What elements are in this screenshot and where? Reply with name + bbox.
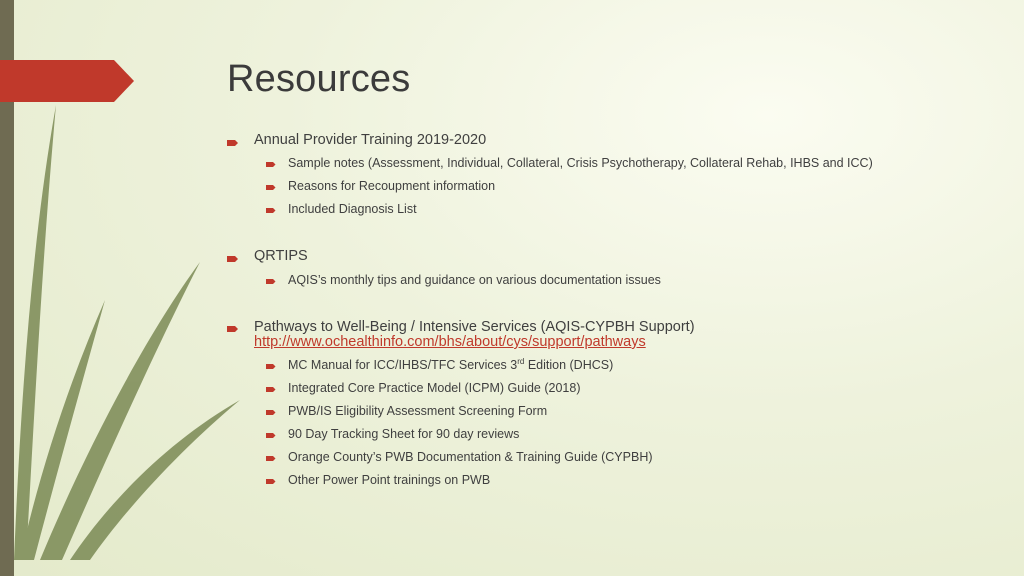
list-item bbox=[288, 358, 613, 372]
list-item: Integrated Core Practice Model (ICPM) Guide (2018) bbox=[288, 381, 581, 395]
pathways-link[interactable]: http://www.ochealthinfo.com/bhs/about/cys/support/pathways bbox=[254, 334, 646, 350]
section-heading: Pathways to Well-Being / Intensive Services (AQIS-CYPBH Support) bbox=[254, 319, 695, 335]
section-heading: QRTIPS bbox=[254, 248, 308, 264]
list-item: PWB/IS Eligibility Assessment Screening Form bbox=[288, 404, 548, 418]
list-item: 90 Day Tracking Sheet for 90 day reviews bbox=[288, 427, 520, 441]
list-item: Orange County’s PWB Documentation & Training Guide (CYPBH) bbox=[288, 450, 653, 464]
ordinal-suffix: rd bbox=[517, 356, 525, 366]
list-item: Other Power Point trainings on PWB bbox=[288, 473, 491, 487]
section-heading: Annual Provider Training 2019-2020 bbox=[254, 132, 487, 148]
list-item: AQIS’s monthly tips and guidance on various documentation issues bbox=[288, 273, 661, 287]
list-item: Sample notes (Assessment, Individual, Collateral, Crisis Psychotherapy, Collateral Rehab, IHBS and ICC) bbox=[288, 156, 873, 170]
list-item: Reasons for Recoupment information bbox=[288, 179, 496, 193]
list-item: Included Diagnosis List bbox=[288, 202, 417, 216]
slide-title: Resources bbox=[227, 58, 411, 100]
list-item-text: MC Manual for ICC/IHBS/TFC Services 3 bbox=[288, 358, 518, 372]
list-item-suffix: Edition (DHCS) bbox=[524, 358, 614, 372]
